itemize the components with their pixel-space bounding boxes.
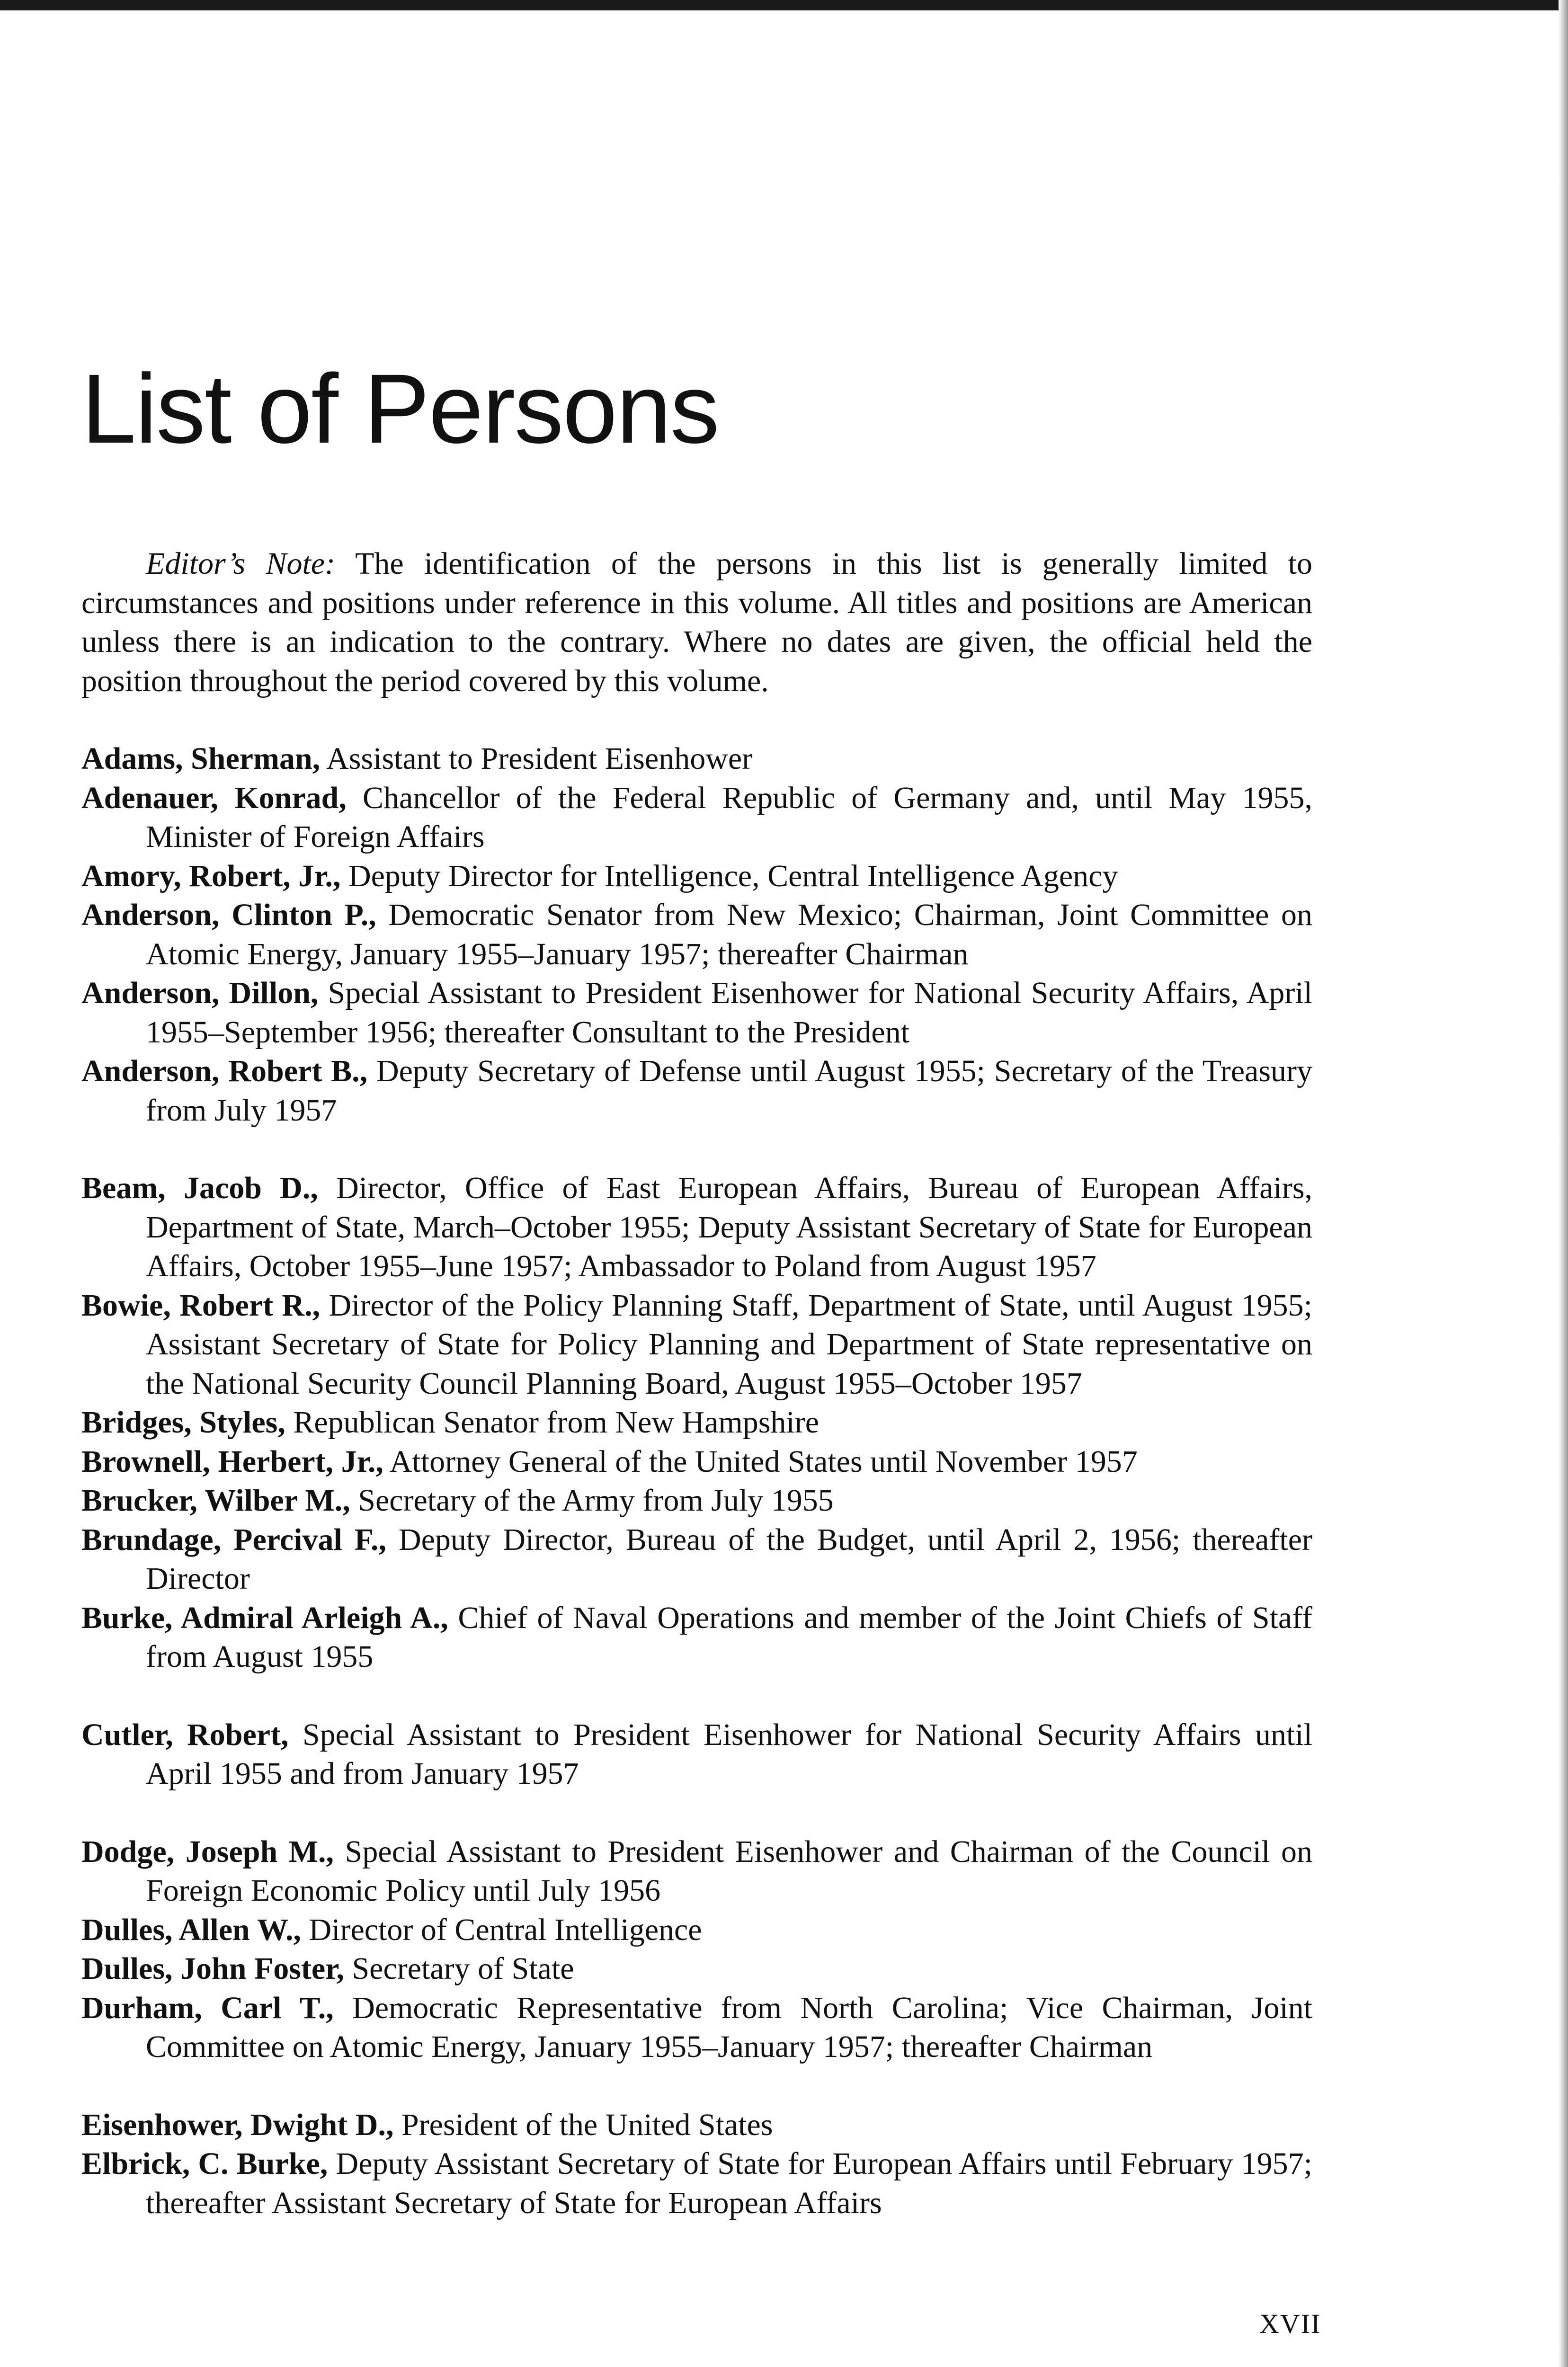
person-entry-dodge bbox=[81, 1833, 1312, 1911]
person-entry-brownell bbox=[81, 1442, 1312, 1482]
page-title: List of Persons bbox=[81, 354, 719, 464]
person-description: Deputy Assistant Secretary of State for European Affairs until February 1957; thereafter Assistant Secretary of State for European Affairs bbox=[146, 2146, 1312, 2220]
letter-group-gap bbox=[81, 1794, 1312, 1833]
person-entry-adenauer bbox=[81, 779, 1312, 857]
person-name: Beam, Jacob D., bbox=[81, 1171, 318, 1205]
person-name: Dodge, Joseph M., bbox=[81, 1834, 334, 1869]
person-description: Chief of Naval Operations and member of the Joint Chiefs of Staff from August 1955 bbox=[146, 1600, 1312, 1674]
person-entry-eisenhower bbox=[81, 2106, 1312, 2145]
person-description: Special Assistant to President Eisenhower for National Security Affairs, April 1955–September 1956; thereafter Consultant to the President bbox=[146, 976, 1312, 1050]
person-entry-dulles-john bbox=[81, 1949, 1312, 1989]
person-description: Democratic Senator from New Mexico; Chairman, Joint Committee on Atomic Energy, January 1955–January 1957; thereafter Chairman bbox=[146, 898, 1313, 971]
page-edge-shadow bbox=[1559, 0, 1568, 2367]
person-description: Director of Central Intelligence bbox=[309, 1912, 702, 1947]
person-description: Attorney General of the United States until November 1957 bbox=[389, 1444, 1138, 1479]
person-name: Bowie, Robert R., bbox=[81, 1288, 321, 1323]
person-entry-brundage bbox=[81, 1521, 1312, 1599]
person-description: Republican Senator from New Hampshire bbox=[293, 1405, 820, 1440]
person-entry-durham bbox=[81, 1989, 1312, 2067]
person-entry-bowie bbox=[81, 1286, 1312, 1404]
person-description: Director of the Policy Planning Staff, Department of State, until August 1955; Assistant Secretary of State for Policy Planning and Department of State representative on the National Security Council Planning Board, August 1955–October 1957 bbox=[146, 1288, 1313, 1401]
person-name: Burke, Admiral Arleigh A., bbox=[81, 1600, 448, 1635]
page-top-rule bbox=[0, 0, 1568, 10]
person-description: President of the United States bbox=[401, 2107, 773, 2142]
person-name: Brownell, Herbert, Jr., bbox=[81, 1444, 383, 1479]
person-description: Democratic Representative from North Carolina; Vice Chairman, Joint Committee on Atomic Energy, January 1955–January 1957; thereafter Chairman bbox=[146, 1990, 1313, 2064]
person-description: Deputy Director, Bureau of the Budget, until April 2, 1956; thereafter Director bbox=[146, 1522, 1312, 1596]
person-name: Brundage, Percival F., bbox=[81, 1522, 387, 1557]
person-name: Cutler, Robert, bbox=[81, 1717, 289, 1752]
person-name: Anderson, Robert B., bbox=[81, 1054, 368, 1088]
person-name: Eisenhower, Dwight D., bbox=[81, 2107, 394, 2142]
person-name: Amory, Robert, Jr., bbox=[81, 858, 341, 893]
person-name: Bridges, Styles, bbox=[81, 1405, 285, 1440]
page-number: XVII bbox=[1259, 2308, 1321, 2339]
person-entry-brucker bbox=[81, 1481, 1312, 1521]
person-entry-anderson-clinton bbox=[81, 896, 1312, 974]
person-description: Secretary of State bbox=[352, 1951, 574, 1986]
person-name: Elbrick, C. Burke, bbox=[81, 2146, 328, 2181]
person-name: Adenauer, Konrad, bbox=[81, 780, 347, 815]
person-entry-cutler bbox=[81, 1716, 1312, 1794]
person-entry-anderson-robert bbox=[81, 1052, 1312, 1130]
person-description: Director, Office of East European Affairs, Bureau of European Affairs, Department of State, March–October 1955; Deputy Assistant Secretary of State for European Affairs, October 1955–June 1957; Ambassador to Poland from August 1957 bbox=[146, 1171, 1312, 1283]
person-description: Special Assistant to President Eisenhower for National Security Affairs until April 1955 and from January 1957 bbox=[146, 1717, 1313, 1791]
person-name: Adams, Sherman, bbox=[81, 741, 321, 776]
person-name: Durham, Carl T., bbox=[81, 1990, 334, 2025]
person-entry-bridges bbox=[81, 1403, 1312, 1442]
person-entry-amory bbox=[81, 857, 1312, 896]
person-description: Secretary of the Army from July 1955 bbox=[358, 1483, 834, 1518]
editor-note-label: Editor’s Note: bbox=[146, 546, 336, 581]
person-entry-dulles-allen bbox=[81, 1911, 1312, 1950]
editor-note bbox=[81, 544, 1312, 701]
person-entry-elbrick bbox=[81, 2145, 1312, 2223]
letter-group-gap bbox=[81, 1677, 1312, 1716]
person-entry-burke bbox=[81, 1599, 1312, 1677]
person-entry-adams bbox=[81, 739, 1312, 779]
person-name: Dulles, Allen W., bbox=[81, 1912, 301, 1947]
person-description: Special Assistant to President Eisenhower and Chairman of the Council on Foreign Economic Policy until July 1956 bbox=[146, 1834, 1312, 1908]
person-entry-anderson-dillon bbox=[81, 974, 1312, 1052]
person-name: Anderson, Clinton P., bbox=[81, 898, 376, 932]
letter-group-gap bbox=[81, 2067, 1312, 2106]
person-description: Chancellor of the Federal Republic of Germany and, until May 1955, Minister of Foreign Affairs bbox=[146, 780, 1312, 854]
document-body bbox=[81, 544, 1312, 2223]
editor-note-text: The identification of the persons in this list is generally limited to circumstances and positions under reference in this volume. All titles and positions are American unless there is an indication to the contrary. Where no dates are given, the official held the position throughout the period covered by this volume. bbox=[81, 546, 1312, 698]
person-description: Deputy Secretary of Defense until August 1955; Secretary of the Treasury from July 1957 bbox=[146, 1054, 1313, 1128]
person-name: Anderson, Dillon, bbox=[81, 976, 319, 1010]
person-name: Dulles, John Foster, bbox=[81, 1951, 344, 1986]
letter-group-gap bbox=[81, 1130, 1312, 1169]
person-description: Assistant to President Eisenhower bbox=[326, 741, 753, 776]
person-entry-beam bbox=[81, 1169, 1312, 1286]
person-name: Brucker, Wilber M., bbox=[81, 1483, 350, 1518]
person-description: Deputy Director for Intelligence, Central Intelligence Agency bbox=[348, 858, 1118, 893]
